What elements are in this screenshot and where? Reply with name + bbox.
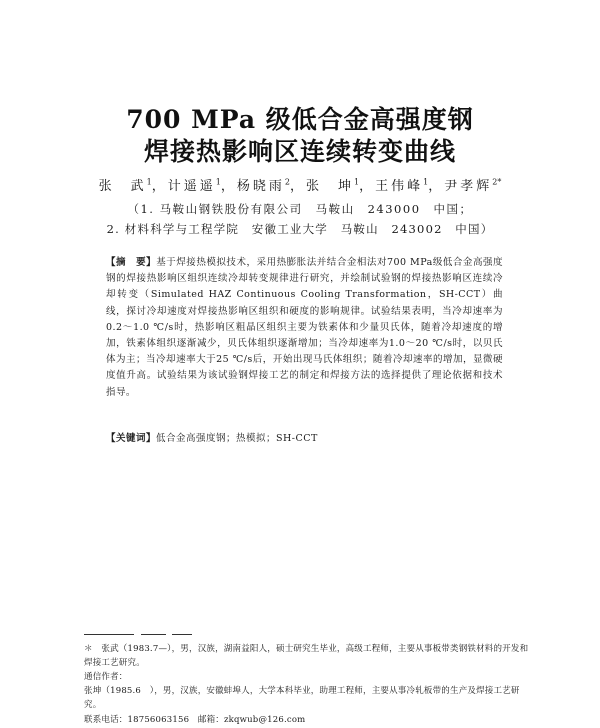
author-name: 计遥遥	[167, 179, 216, 194]
author-list: 张 武$^1$，计遥遥$^1$，杨晓雨$^2$，张 坤$^1$，王伟峰$^1$，尹孝辉$^{2*}$	[98, 177, 502, 194]
author-affiliation-mark: 2*	[492, 177, 502, 187]
affiliation-line-1: （1. 马鞍山钢铁股份有限公司 马鞍山 243000 中国；	[127, 202, 473, 216]
abstract	[106, 255, 503, 401]
keywords	[106, 430, 503, 444]
author-name: 杨晓雨	[236, 179, 285, 194]
footnote-first-author: ＊ 张武（1983.7—），男，汉族，湖南益阳人，硕士研究生毕业，高级工程师，主要从事板带类钢铁材料的开发和焊接工艺研究。	[84, 644, 529, 668]
abstract-text: 基于焊接热模拟技术，采用热膨胀法并结合金相法对700 MPa级低合金高强度钢的焊接热影响区组织连续冷却转变规律进行研究，并绘制试验钢的焊接热影响区连续冷却转变（Simulated HAZ Continuous Cooling Transformation，SH-CCT）曲线，探讨冷却速度对焊接热影响区组织和硬度的影响规律。试验结果表明，当冷却速率为0.2～1.0 ℃/s时，热影响区粗晶区组织主要为铁素体和少量贝氏体，随着冷却速度的增加，铁素体组织逐渐减少，贝氏体组织逐渐增加；当冷却速率为1.0～20 ℃/s时，以贝氏体为主；当冷却速率大于25 ℃/s后，开始出现马氏体组织；随着冷却速率的增加，显微硬度值升高。试验结果为该试验钢焊接工艺的制定和焊接方法的选择提供了理论依据和技术指导。	[106, 257, 503, 398]
footnote-divider	[172, 634, 192, 635]
affiliation-line-2: 2. 材料科学与工程学院 安徽工业大学 马鞍山 243002 中国）	[106, 222, 494, 236]
author-name: 张 武	[98, 179, 147, 194]
footnote-corresponding-label: 通信作者：	[84, 672, 128, 682]
footnote-divider	[141, 634, 166, 635]
keywords-text: 低合金高强度钢；热模拟；SH-CCT	[156, 433, 318, 444]
author-affiliation-mark: 1	[215, 177, 221, 187]
keywords-label: 【关键词】	[106, 433, 157, 444]
author-affiliation-mark: 2	[284, 177, 290, 187]
abstract-label: 【摘 要】	[106, 257, 157, 268]
footnote-contact: 联系电话：18756063156 邮箱：zkqwub@126.com	[84, 715, 306, 725]
footnote-corresponding-author: 张坤（1985.6 ），男，汉族，安徽蚌埠人，大学本科毕业，助理工程师，主要从事冷轧板带的生产及焊接工艺研究。	[84, 686, 520, 710]
author-affiliation-mark: 1	[146, 177, 152, 187]
author-name: 尹孝辉	[444, 179, 493, 194]
paper-title-line-1: 700 MPa 级低合金高强度钢	[126, 105, 474, 134]
author-name: 王伟峰	[375, 179, 424, 194]
footnote-divider	[84, 634, 134, 635]
paper-title-line-2: 焊接热影响区连续转变曲线	[143, 137, 456, 166]
author-affiliation-mark: 1	[423, 177, 429, 187]
author-affiliation-mark: 1	[354, 177, 360, 187]
author-name: 张 坤	[306, 179, 355, 194]
